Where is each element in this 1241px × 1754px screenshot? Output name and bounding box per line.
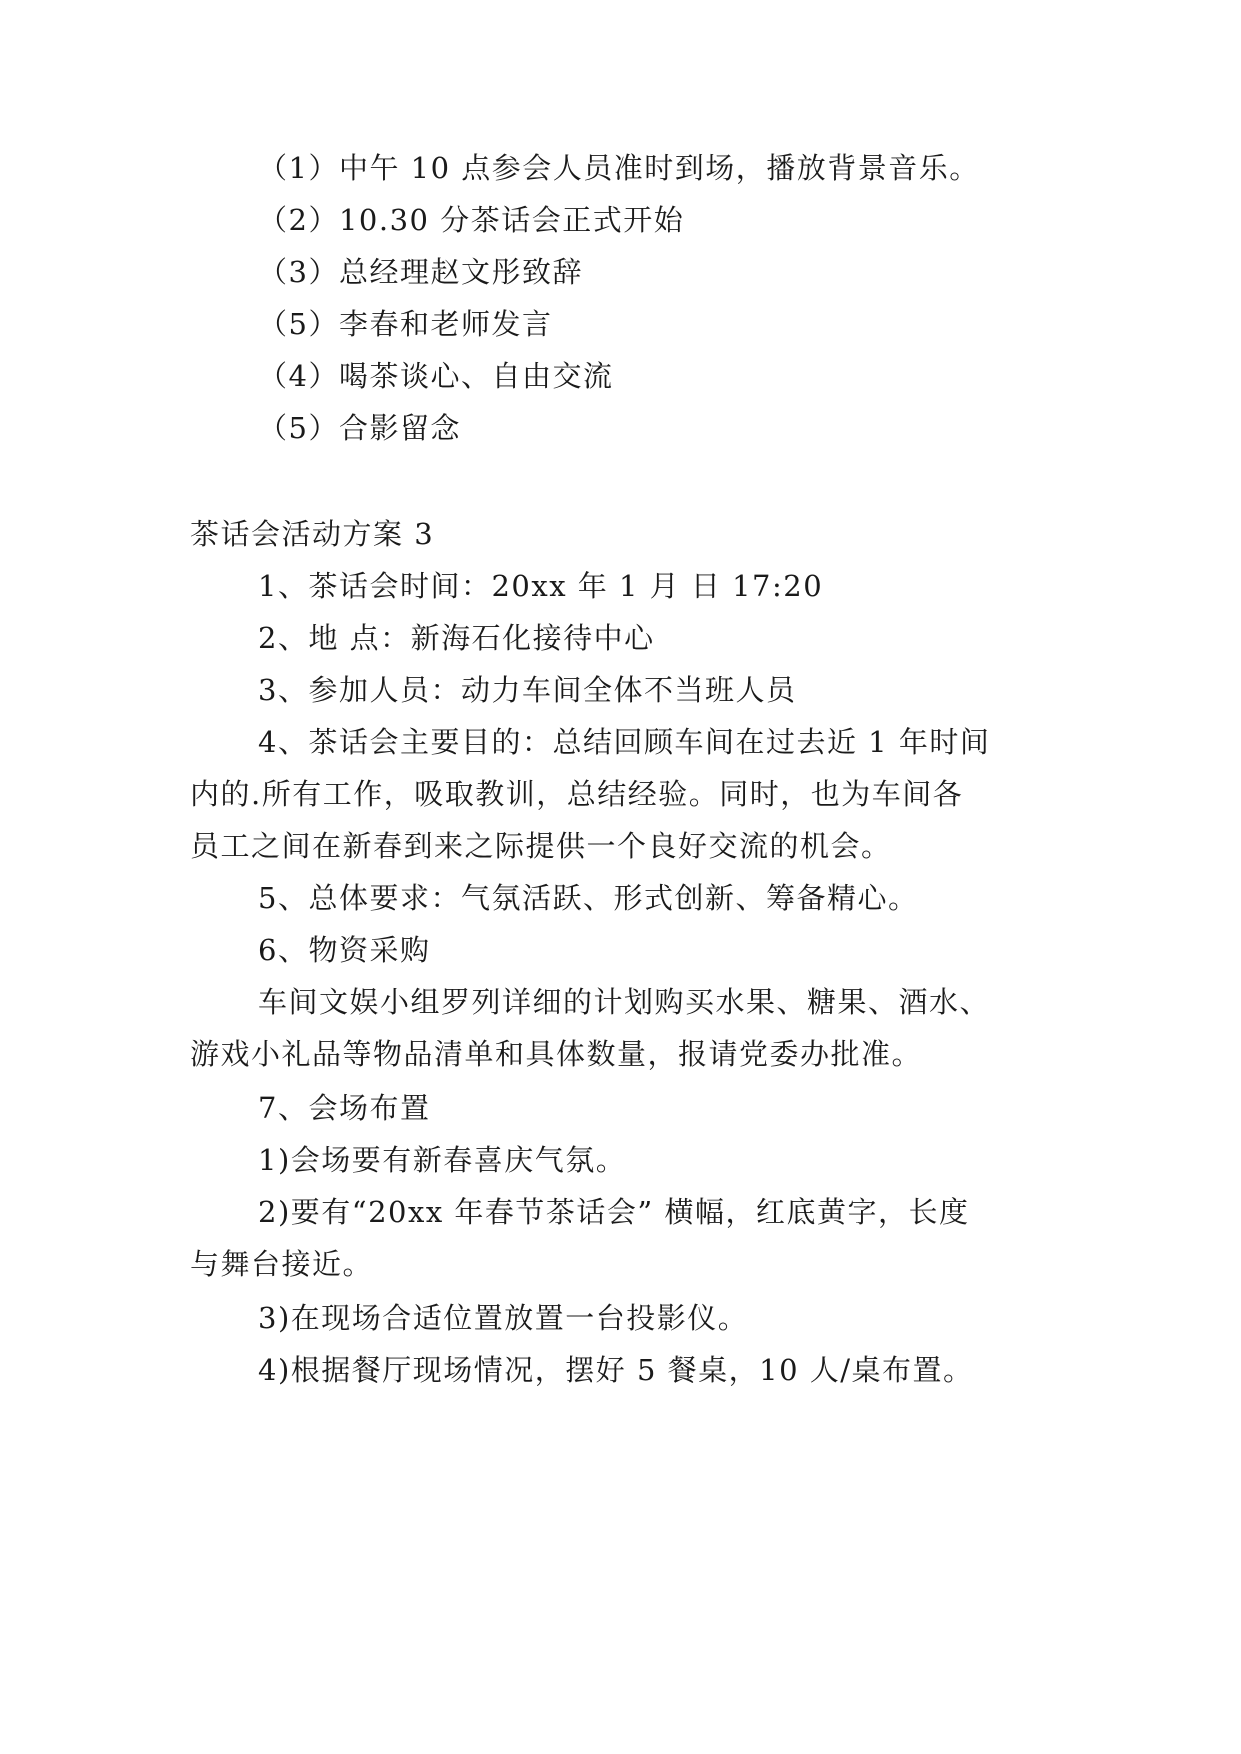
item-venue-3: 3)在现场合适位置放置一台投影仪。 xyxy=(258,1301,749,1335)
agenda-item-5: （4）喝茶谈心、自由交流 xyxy=(258,359,614,393)
item-purchase-line-2: 游戏小礼品等物品清单和具体数量，报请党委办批准。 xyxy=(190,1037,923,1071)
item-purchase-title: 6、物资采购 xyxy=(258,933,431,967)
item-time: 1、茶话会时间：20xx 年 1 月 日 17:20 xyxy=(258,569,824,603)
item-venue-2-line-1: 2)要有“20xx 年春节茶话会” 横幅，红底黄字，长度 xyxy=(258,1195,970,1229)
agenda-item-3: （3）总经理赵文彤致辞 xyxy=(258,255,583,289)
item-venue-4: 4)根据餐厅现场情况，摆好 5 餐桌，10 人/桌布置。 xyxy=(258,1353,974,1387)
item-purpose-line-1: 4、茶话会主要目的：总结回顾车间在过去近 1 年时间 xyxy=(258,725,991,759)
item-requirements: 5、总体要求：气氛活跃、形式创新、筹备精心。 xyxy=(258,881,919,915)
agenda-item-2: （2）10.30 分茶话会正式开始 xyxy=(258,203,685,237)
item-place: 2、地 点：新海石化接待中心 xyxy=(258,621,655,655)
item-venue-title: 7、会场布置 xyxy=(258,1091,431,1125)
agenda-item-1: （1）中午 10 点参会人员准时到场，播放背景音乐。 xyxy=(258,151,980,185)
item-venue-1: 1)会场要有新春喜庆气氛。 xyxy=(258,1143,627,1177)
agenda-item-4: （5）李春和老师发言 xyxy=(258,307,553,341)
item-purpose-line-2: 内的.所有工作，吸取教训，总结经验。同时，也为车间各 xyxy=(190,777,964,811)
item-purpose-line-3: 员工之间在新春到来之际提供一个良好交流的机会。 xyxy=(190,829,892,863)
item-purchase-line-1: 车间文娱小组罗列详细的计划购买水果、糖果、酒水、 xyxy=(258,985,991,1019)
section-title: 茶话会活动方案 3 xyxy=(190,517,435,551)
agenda-item-6: （5）合影留念 xyxy=(258,411,461,445)
item-venue-2-line-2: 与舞台接近。 xyxy=(190,1247,374,1281)
item-people: 3、参加人员：动力车间全体不当班人员 xyxy=(258,673,797,707)
